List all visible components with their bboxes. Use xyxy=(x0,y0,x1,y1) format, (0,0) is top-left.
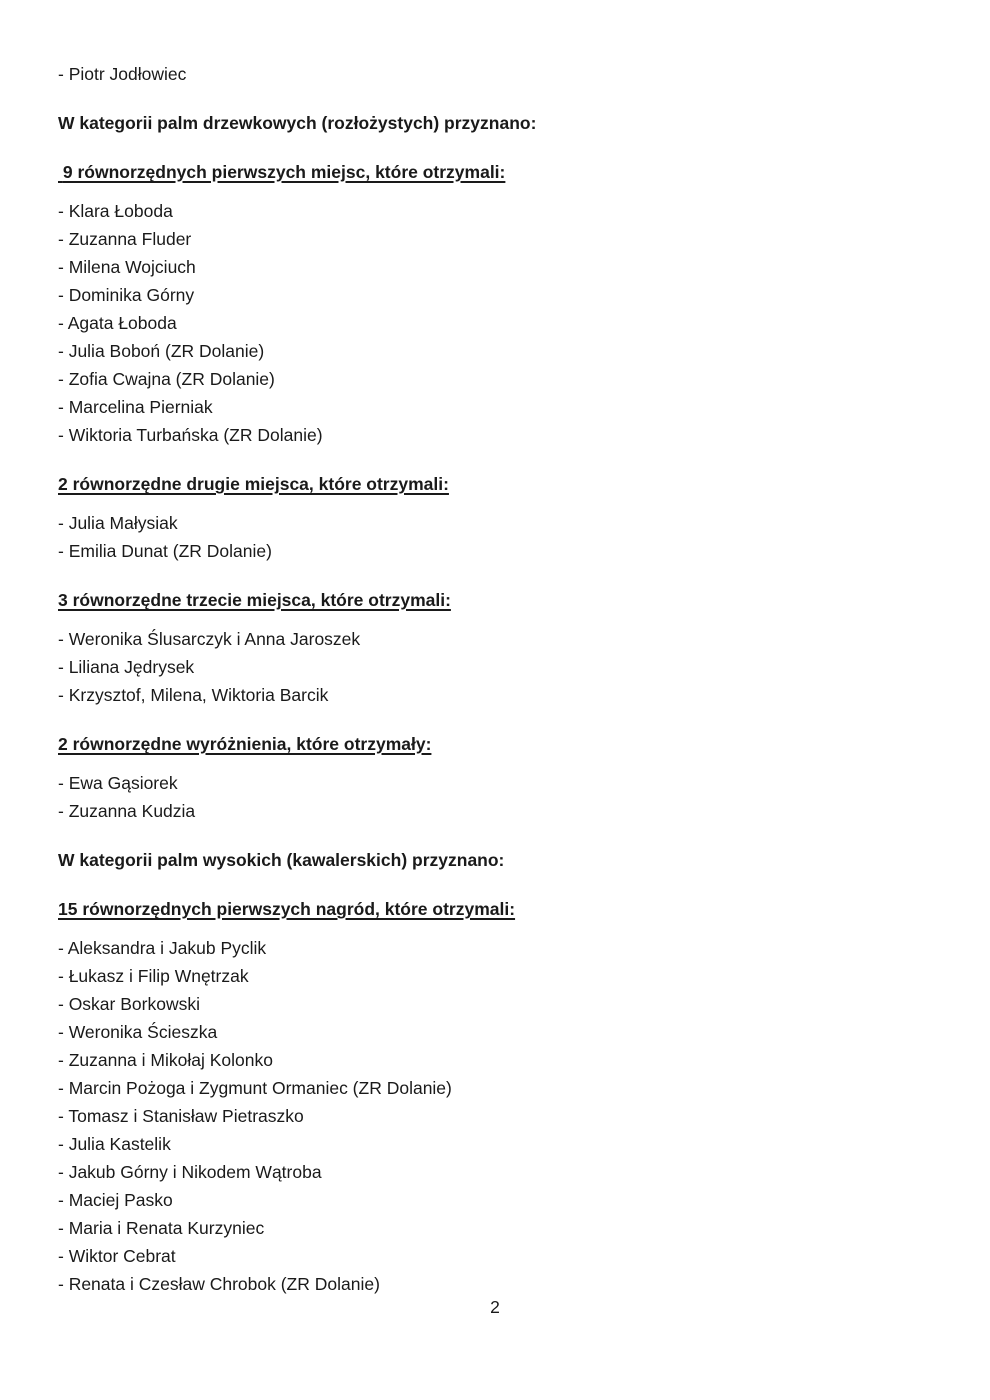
section-heading: 2 równorzędne drugie miejsca, które otrzymali: xyxy=(58,474,449,494)
list-item: - Agata Łoboda xyxy=(58,313,177,333)
winner-list xyxy=(58,197,930,449)
section-heading: W kategorii palm wysokich (kawalerskich) przyznano: xyxy=(58,850,505,870)
section-heading: 2 równorzędne wyróżnienia, które otrzymały: xyxy=(58,734,432,754)
list-item: - Wiktor Cebrat xyxy=(58,1246,176,1266)
list-item: - Zuzanna i Mikołaj Kolonko xyxy=(58,1050,273,1070)
list-item: - Maciej Pasko xyxy=(58,1190,173,1210)
list-item: - Tomasz i Stanisław Pietraszko xyxy=(58,1106,304,1126)
winner-list xyxy=(58,769,930,825)
document-content xyxy=(58,60,930,1309)
section-heading: W kategorii palm drzewkowych (rozłożystych) przyznano: xyxy=(58,113,537,133)
list-item: - Krzysztof, Milena, Wiktoria Barcik xyxy=(58,685,329,705)
section-heading: 9 równorzędnych pierwszych miejsc, które otrzymali: xyxy=(58,162,506,182)
winner-list xyxy=(58,60,930,88)
winner-list xyxy=(58,509,930,565)
list-item: - Julia Boboń (ZR Dolanie) xyxy=(58,341,265,361)
section-heading: 3 równorzędne trzecie miejsca, które otrzymali: xyxy=(58,590,451,610)
list-item: - Weronika Ścieszka xyxy=(58,1022,218,1042)
list-item: - Marcelina Pierniak xyxy=(58,397,213,417)
section-heading: 15 równorzędnych pierwszych nagród, które otrzymali: xyxy=(58,899,516,919)
list-item: - Klara Łoboda xyxy=(58,201,173,221)
list-item: - Julia Małysiak xyxy=(58,513,178,533)
list-item: - Weronika Ślusarczyk i Anna Jaroszek xyxy=(58,629,361,649)
list-item: - Piotr Jodłowiec xyxy=(58,64,187,84)
list-item: - Emilia Dunat (ZR Dolanie) xyxy=(58,541,272,561)
list-item: - Renata i Czesław Chrobok (ZR Dolanie) xyxy=(58,1274,380,1294)
list-item: - Marcin Pożoga i Zygmunt Ormaniec (ZR Dolanie) xyxy=(58,1078,452,1098)
list-item: - Liliana Jędrysek xyxy=(58,657,195,677)
list-item: - Zofia Cwajna (ZR Dolanie) xyxy=(58,369,275,389)
list-item: - Ewa Gąsiorek xyxy=(58,773,178,793)
list-item: - Oskar Borkowski xyxy=(58,994,200,1014)
page-number: 2 xyxy=(490,1297,500,1317)
list-item: - Maria i Renata Kurzyniec xyxy=(58,1218,265,1238)
list-item: - Zuzanna Fluder xyxy=(58,229,192,249)
list-item: - Wiktoria Turbańska (ZR Dolanie) xyxy=(58,425,323,445)
list-item: - Aleksandra i Jakub Pyclik xyxy=(58,938,267,958)
winner-list xyxy=(58,625,930,709)
list-item: - Jakub Górny i Nikodem Wątroba xyxy=(58,1162,322,1182)
list-item: - Łukasz i Filip Wnętrzak xyxy=(58,966,249,986)
list-item: - Dominika Górny xyxy=(58,285,195,305)
list-item: - Milena Wojciuch xyxy=(58,257,196,277)
list-item: - Zuzanna Kudzia xyxy=(58,801,196,821)
winner-list xyxy=(58,934,930,1298)
list-item: - Julia Kastelik xyxy=(58,1134,171,1154)
